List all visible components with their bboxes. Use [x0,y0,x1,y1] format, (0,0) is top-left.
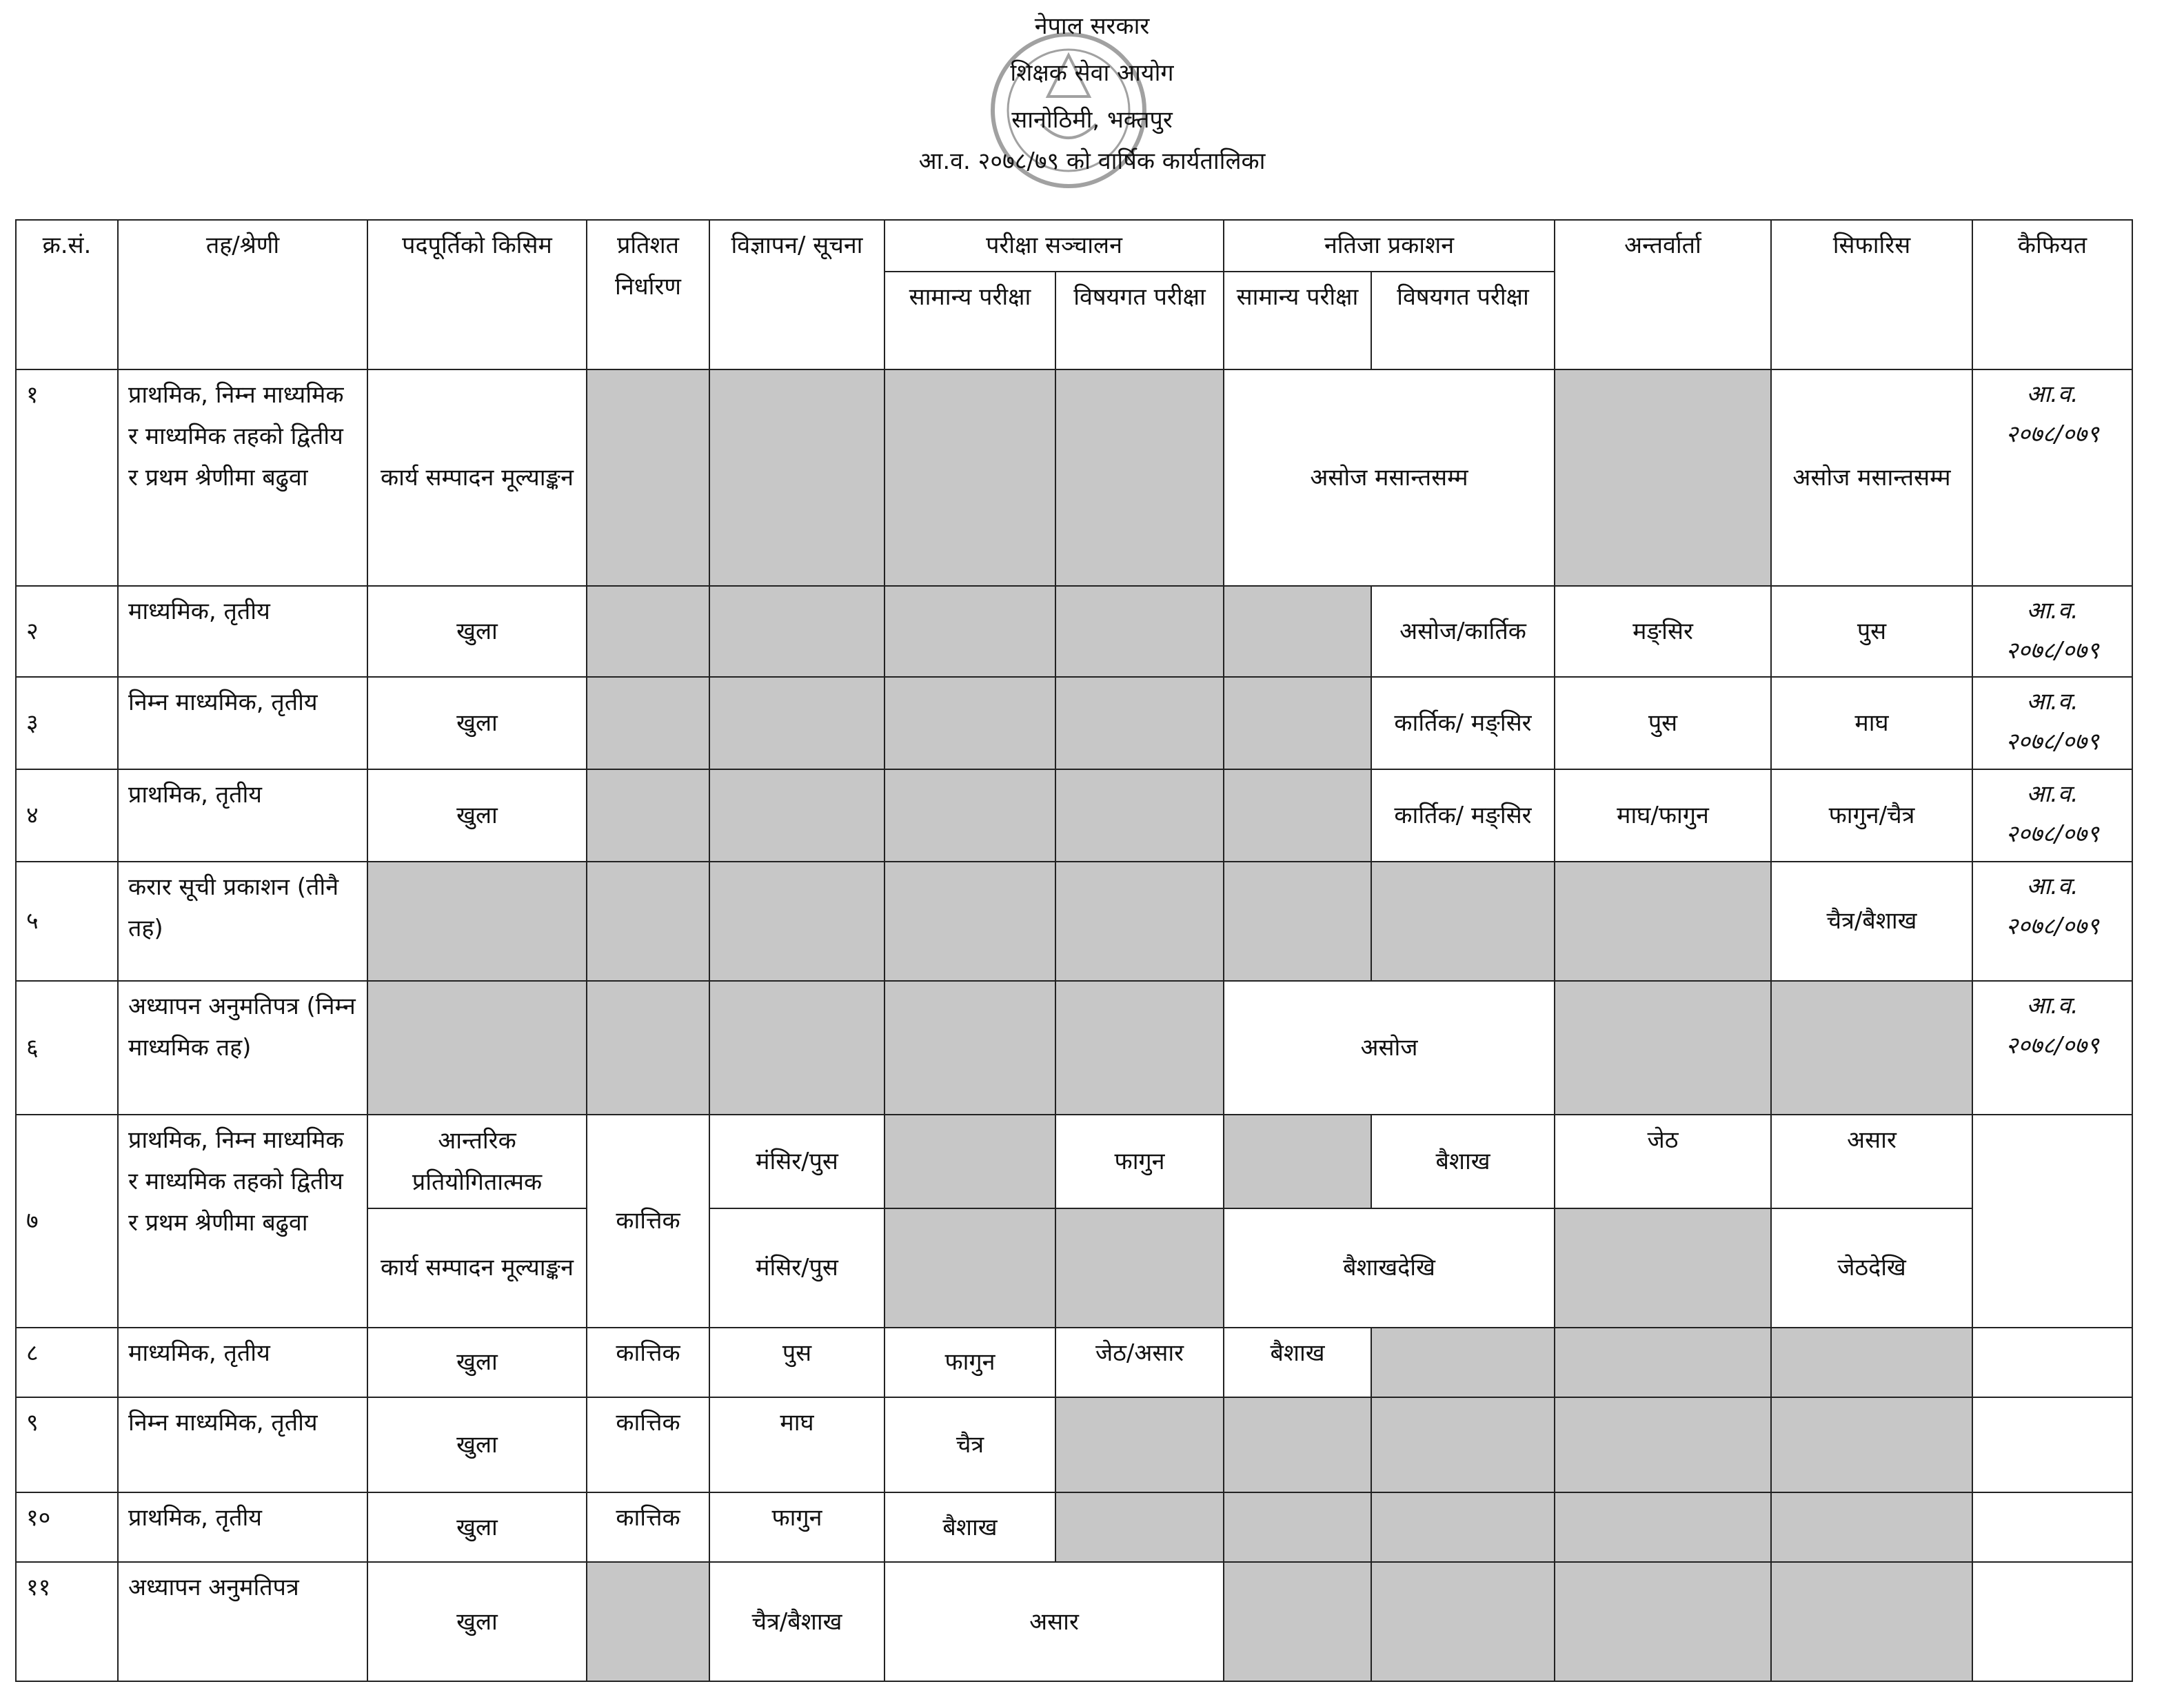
shaded-cell [1224,677,1371,769]
table-row [16,1328,2132,1397]
shaded-cell [1771,1328,1972,1397]
row-level: अध्यापन अनुमतिपत्र (निम्न माध्यमिक तह) [118,981,367,1115]
row-remarks-empty [1972,1397,2132,1492]
row-recommend: माघ [1771,677,1972,769]
row-advert: मंसिर/पुस [709,1208,884,1327]
header-recommend: सिफारिस [1771,220,1972,369]
shaded-cell [1224,1115,1371,1208]
shaded-cell [709,769,884,862]
shaded-cell [884,369,1055,586]
row-level: प्राथमिक, तृतीय [118,1492,367,1562]
row-advert: फागुन [709,1492,884,1562]
shaded-cell [884,1115,1055,1208]
row-recommend: असार [1771,1115,1972,1208]
table-row [16,981,2132,1115]
row-remarks: आ.व. २०७८/०७९ [1972,769,2132,862]
row-remarks-empty [1972,1492,2132,1562]
row-type: कार्य सम्पादन मूल्याङ्कन [367,1208,587,1327]
document-title: आ.व. २०७८/७९ को वार्षिक कार्यतालिका [918,148,1266,175]
row-recommend: फागुन/चैत्र [1771,769,1972,862]
shaded-cell [709,862,884,980]
shaded-cell [1055,369,1224,586]
row-percent: कात्तिक [587,1115,709,1327]
row-remarks: आ.व. २०७८/०७९ [1972,369,2132,586]
document-header [0,0,2184,207]
row-recommend: असोज मसान्तसम्म [1771,369,1972,586]
row-interview: जेठ [1555,1115,1771,1208]
row-recommend: पुस [1771,586,1972,677]
row-sn: ११ [16,1562,118,1681]
row-level: प्राथमिक, निम्न माध्यमिक र माध्यमिक तहको द्वितीय र प्रथम श्रेणीमा बढुवा [118,1115,367,1327]
shaded-cell [1055,1208,1224,1327]
header-interview: अन्तर्वार्ता [1555,220,1771,369]
row-advert: माघ [709,1397,884,1492]
header-percent: प्रतिशत निर्धारण [587,220,709,369]
row-level: अध्यापन अनुमतिपत्र [118,1562,367,1681]
row-type: खुला [367,1328,587,1397]
row-advert: मंसिर/पुस [709,1115,884,1208]
row-remarks-empty [1972,1562,2132,1681]
shaded-cell [884,862,1055,980]
shaded-cell [1055,1492,1224,1562]
shaded-cell [709,369,884,586]
row-exam-subject: फागुन [1055,1115,1224,1208]
shaded-cell [1055,862,1224,980]
row-exam-general: चैत्र [884,1397,1055,1492]
table-row [16,677,2132,769]
row-level: प्राथमिक, तृतीय [118,769,367,862]
shaded-cell [1224,1397,1371,1492]
row-result-subject: असोज/कार्तिक [1371,586,1555,677]
shaded-cell [1055,981,1224,1115]
header-sn: क्र.सं. [16,220,118,369]
row-level: करार सूची प्रकाशन (तीनै तह) [118,862,367,980]
row-remarks: आ.व. २०७८/०७९ [1972,586,2132,677]
row-result-subject: कार्तिक/ मङ्सिर [1371,677,1555,769]
shaded-cell [587,1562,709,1681]
shaded-cell [1371,1328,1555,1397]
row-exam-general: फागुन [884,1328,1055,1397]
row-type: आन्तरिक प्रतियोगितात्मक [367,1115,587,1208]
row-result-subject: कार्तिक/ मङ्सिर [1371,769,1555,862]
shaded-cell [1555,862,1771,980]
table-row [16,862,2132,980]
table-row [16,769,2132,862]
header-result-subject: विषयगत परीक्षा [1371,272,1555,369]
row-percent: कात्तिक [587,1397,709,1492]
row-level: निम्न माध्यमिक, तृतीय [118,677,367,769]
shaded-cell [1555,1208,1771,1327]
shaded-cell [587,586,709,677]
shaded-cell [884,981,1055,1115]
shaded-cell [587,369,709,586]
shaded-cell [1224,1562,1371,1681]
row-percent: कात्तिक [587,1328,709,1397]
row-advert: पुस [709,1328,884,1397]
row-sn: १ [16,369,118,586]
row-level: माध्यमिक, तृतीय [118,586,367,677]
shaded-cell [709,586,884,677]
row-type: खुला [367,1492,587,1562]
row-result-general: बैशाख [1224,1328,1371,1397]
header-line-government: नेपाल सरकार [1034,12,1150,40]
header-type: पदपूर्तिको किसिम [367,220,587,369]
row-type: खुला [367,677,587,769]
shaded-cell [1771,1397,1972,1492]
row-recommend: जेठदेखि [1771,1208,1972,1327]
shaded-cell [587,862,709,980]
shaded-cell [709,677,884,769]
row-sn: ८ [16,1328,118,1397]
row-level: प्राथमिक, निम्न माध्यमिक र माध्यमिक तहको द्वितीय र प्रथम श्रेणीमा बढुवा [118,369,367,586]
shaded-cell [1555,981,1771,1115]
shaded-cell [367,862,587,980]
shaded-cell [1055,586,1224,677]
table-row [16,1492,2132,1562]
shaded-cell [884,586,1055,677]
row-interview: मङ्सिर [1555,586,1771,677]
row-level: निम्न माध्यमिक, तृतीय [118,1397,367,1492]
shaded-cell [1055,677,1224,769]
shaded-cell [1771,981,1972,1115]
header-exam-general: सामान्य परीक्षा [884,272,1055,369]
header-line-address: सानोठिमी, भक्तपुर [1011,106,1173,134]
row-sn: १० [16,1492,118,1562]
header-advert: विज्ञापन/ सूचना [709,220,884,369]
row-advert: चैत्र/बैशाख [709,1562,884,1681]
shaded-cell [1371,1492,1555,1562]
row-result: असोज [1224,981,1555,1115]
row-type: खुला [367,1397,587,1492]
table-row [16,586,2132,677]
row-remarks: आ.व. २०७८/०७९ [1972,862,2132,980]
table-row [16,1397,2132,1492]
header-remarks: कैफियत [1972,220,2132,369]
row-level: माध्यमिक, तृतीय [118,1328,367,1397]
row-sn: ६ [16,981,118,1115]
shaded-cell [884,769,1055,862]
shaded-cell [1555,1492,1771,1562]
table-row [16,1562,2132,1681]
row-interview: पुस [1555,677,1771,769]
shaded-cell [1224,1492,1371,1562]
header-result-general: सामान्य परीक्षा [1224,272,1371,369]
row-exam: असार [884,1562,1224,1681]
shaded-cell [1055,769,1224,862]
shaded-cell [1555,1562,1771,1681]
shaded-cell [1055,1397,1224,1492]
row-exam-general: बैशाख [884,1492,1055,1562]
shaded-cell [587,677,709,769]
header-result: नतिजा प्रकाशन [1224,220,1555,272]
row-sn: ५ [16,862,118,980]
shaded-cell [1224,769,1371,862]
shaded-cell [884,677,1055,769]
row-sn: ४ [16,769,118,862]
shaded-cell [884,1208,1055,1327]
header-exam-subject: विषयगत परीक्षा [1055,272,1224,369]
row-percent: कात्तिक [587,1492,709,1562]
row-remarks-empty [1972,1115,2132,1327]
shaded-cell [1371,1562,1555,1681]
table-header-row [16,220,2132,272]
shaded-cell [587,981,709,1115]
shaded-cell [1555,369,1771,586]
row-sn: ३ [16,677,118,769]
row-result: असोज मसान्तसम्म [1224,369,1555,586]
row-remarks-empty [1972,1328,2132,1397]
row-result: बैशाखदेखि [1224,1208,1555,1327]
table-row [16,1115,2132,1208]
shaded-cell [1371,1397,1555,1492]
shaded-cell [1771,1562,1972,1681]
row-exam-subject: जेठ/असार [1055,1328,1224,1397]
header-level: तह/श्रेणी [118,220,367,369]
row-recommend: चैत्र/बैशाख [1771,862,1972,980]
shaded-cell [367,981,587,1115]
row-sn: २ [16,586,118,677]
table-row [16,369,2132,586]
row-remarks: आ.व. २०७८/०७९ [1972,981,2132,1115]
annual-schedule-table [15,219,2133,1682]
shaded-cell [1371,862,1555,980]
shaded-cell [1224,862,1371,980]
shaded-cell [587,769,709,862]
row-type: कार्य सम्पादन मूल्याङ्कन [367,369,587,586]
row-interview: माघ/फागुन [1555,769,1771,862]
row-remarks: आ.व. २०७८/०७९ [1972,677,2132,769]
row-type: खुला [367,769,587,862]
row-type: खुला [367,586,587,677]
header-line-commission: शिक्षक सेवा आयोग [1010,59,1174,87]
row-sn: ७ [16,1115,118,1327]
shaded-cell [1555,1328,1771,1397]
shaded-cell [1555,1397,1771,1492]
shaded-cell [1771,1492,1972,1562]
header-exam: परीक्षा सञ्चालन [884,220,1224,272]
row-result-subject: बैशाख [1371,1115,1555,1208]
row-type: खुला [367,1562,587,1681]
shaded-cell [709,981,884,1115]
row-sn: ९ [16,1397,118,1492]
shaded-cell [1224,586,1371,677]
